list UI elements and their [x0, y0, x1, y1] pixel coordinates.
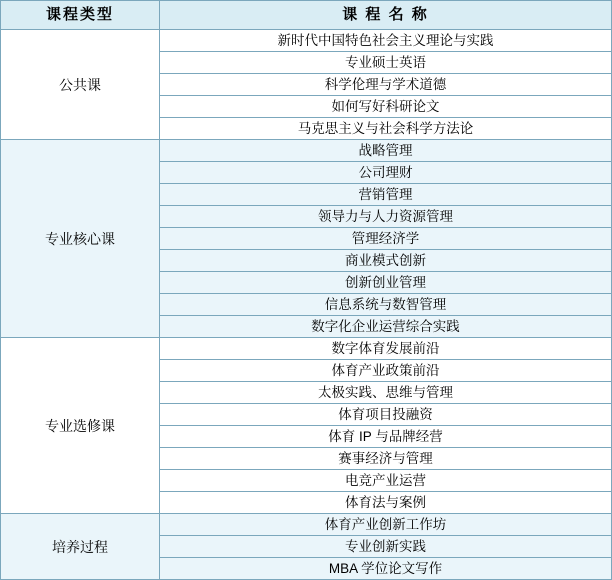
course-name-cell: 专业创新实践 [160, 536, 612, 558]
course-name-cell: MBA 学位论文写作 [160, 558, 612, 580]
course-name-cell: 管理经济学 [160, 228, 612, 250]
course-name-cell: 公司理财 [160, 162, 612, 184]
course-name-cell: 营销管理 [160, 184, 612, 206]
course-name-cell: 体育产业政策前沿 [160, 360, 612, 382]
course-name-cell: 太极实践、思维与管理 [160, 382, 612, 404]
table-row [1, 140, 612, 162]
course-name-cell: 数字体育发展前沿 [160, 338, 612, 360]
course-name-cell: 赛事经济与管理 [160, 448, 612, 470]
course-category-cell: 公共课 [1, 30, 160, 140]
course-name-cell: 商业模式创新 [160, 250, 612, 272]
course-category-cell: 专业选修课 [1, 338, 160, 514]
course-name-cell: 体育法与案例 [160, 492, 612, 514]
course-category-cell: 专业核心课 [1, 140, 160, 338]
course-name-cell: 体育项目投融资 [160, 404, 612, 426]
column-header-course-name: 课 程 名 称 [160, 1, 612, 30]
table-row [1, 30, 612, 52]
course-name-cell: 专业硕士英语 [160, 52, 612, 74]
column-header-course-type: 课程类型 [1, 1, 160, 30]
table-row [1, 514, 612, 536]
course-name-cell: 信息系统与数智管理 [160, 294, 612, 316]
course-name-cell: 战略管理 [160, 140, 612, 162]
course-name-cell: 科学伦理与学术道德 [160, 74, 612, 96]
course-name-cell: 体育产业创新工作坊 [160, 514, 612, 536]
course-name-cell: 数字化企业运营综合实践 [160, 316, 612, 338]
course-name-cell: 电竞产业运营 [160, 470, 612, 492]
course-name-cell: 体育 IP 与品牌经营 [160, 426, 612, 448]
table-header-row [1, 1, 612, 30]
course-name-cell: 新时代中国特色社会主义理论与实践 [160, 30, 612, 52]
table-row [1, 338, 612, 360]
course-category-cell: 培养过程 [1, 514, 160, 580]
course-name-cell: 如何写好科研论文 [160, 96, 612, 118]
course-name-cell: 马克思主义与社会科学方法论 [160, 118, 612, 140]
course-name-cell: 领导力与人力资源管理 [160, 206, 612, 228]
table-body [1, 30, 612, 580]
course-name-cell: 创新创业管理 [160, 272, 612, 294]
